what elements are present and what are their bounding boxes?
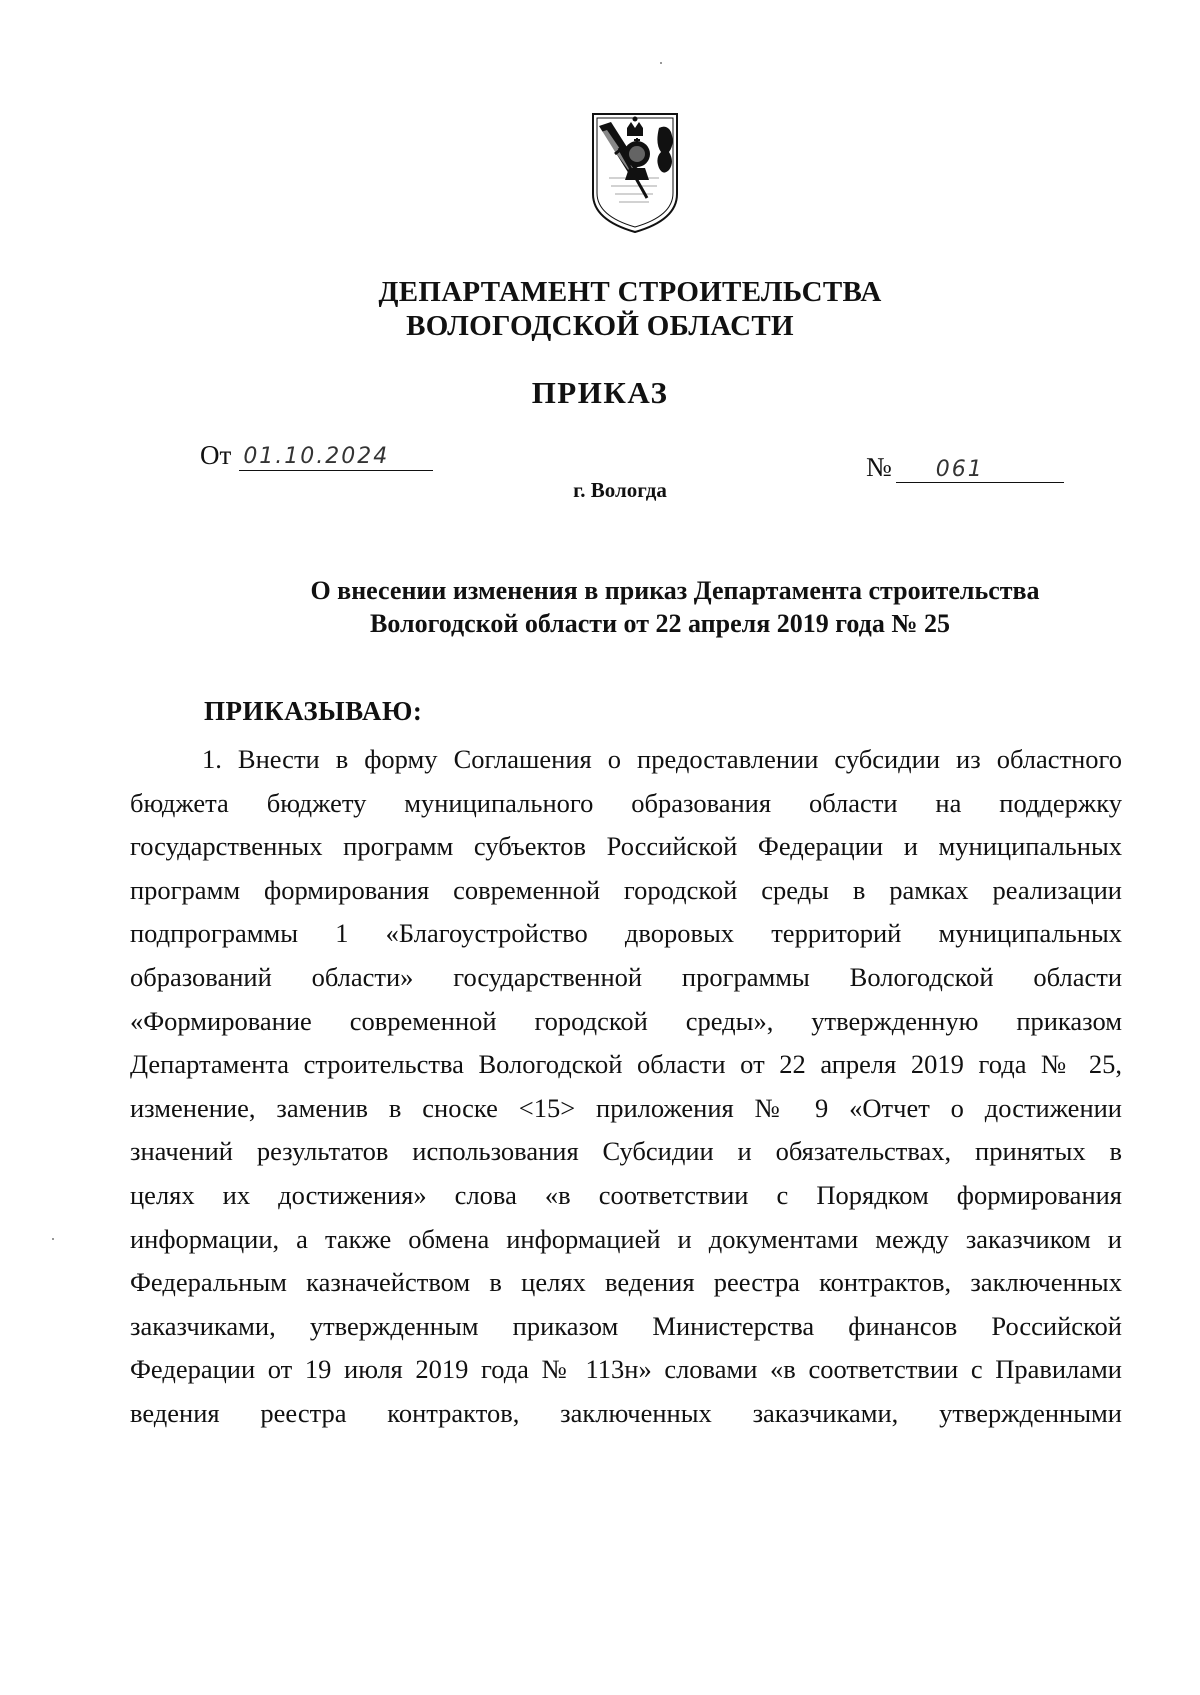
body-text-line: программ формирования современной городской среды в рамках реализации (130, 874, 1122, 905)
department-name-line2: ВОЛОГОДСКОЙ ОБЛАСТИ (406, 310, 794, 342)
scan-speck (52, 1238, 54, 1240)
subject-line2: Вологодской области от 22 апреля 2019 года № 25 (370, 609, 950, 638)
body-text-line: Департамента строительства Вологодской области от 22 апреля 2019 года № 25, (130, 1049, 1122, 1080)
body-text-line: бюджета бюджету муниципального образования области на поддержку (130, 787, 1122, 818)
city-label: г. Вологда (573, 478, 667, 502)
body-text-line: подпрограммы 1 «Благоустройство дворовых территорий муниципальных (130, 918, 1122, 949)
body-text-line: изменение, заменив в сноске <15> приложения № 9 «Отчет о достижении (130, 1092, 1122, 1123)
subject-line1: О внесении изменения в приказ Департамента строительства (310, 576, 1040, 605)
body-text-line: ведения реестра контрактов, заключенных заказчиками, утвержденными (130, 1398, 1122, 1428)
order-number-line (866, 452, 1064, 483)
body-text-line: государственных программ субъектов Российской Федерации и муниципальных (130, 831, 1122, 862)
coat-of-arms-emblem (589, 108, 681, 236)
body-text-line: Федерации от 19 июля 2019 года № 113н» словами «в соответствии с Правилами (130, 1354, 1122, 1385)
order-verb: ПРИКАЗЫВАЮ: (204, 696, 423, 726)
body-text-line: Федеральным казначейством в целях ведения реестра контрактов, заключенных (130, 1267, 1122, 1298)
body-text-line: целях их достижения» слова «в соответствии с Порядком формирования (130, 1180, 1122, 1210)
scan-speck (660, 62, 662, 64)
body-text-line: значений результатов использования Субсидии и обязательствах, принятых в (130, 1136, 1122, 1167)
body-text-line: информации, а также обмена информацией и документами между заказчиком и (130, 1223, 1122, 1254)
body-text-line: «Формирование современной городской среды», утвержденную приказом (130, 1005, 1122, 1036)
body-text-line: заказчиками, утвержденным приказом Министерства финансов Российской (130, 1310, 1122, 1341)
body-text-line: 1. Внести в форму Соглашения о предоставлении субсидии из областного (202, 744, 1122, 774)
order-date-line (200, 440, 433, 471)
number-prefix: № (866, 452, 892, 482)
date-prefix: От (200, 440, 232, 470)
order-date-value: 01.10.2024 (239, 444, 433, 471)
department-name-line1: ДЕПАРТАМЕНТ СТРОИТЕЛЬСТВА (378, 276, 882, 308)
order-number-value: 061 (896, 457, 1064, 483)
body-text-line: образований области» государственной программы Вологодской области (130, 962, 1122, 992)
document-type-title: ПРИКАЗ (531, 375, 669, 410)
